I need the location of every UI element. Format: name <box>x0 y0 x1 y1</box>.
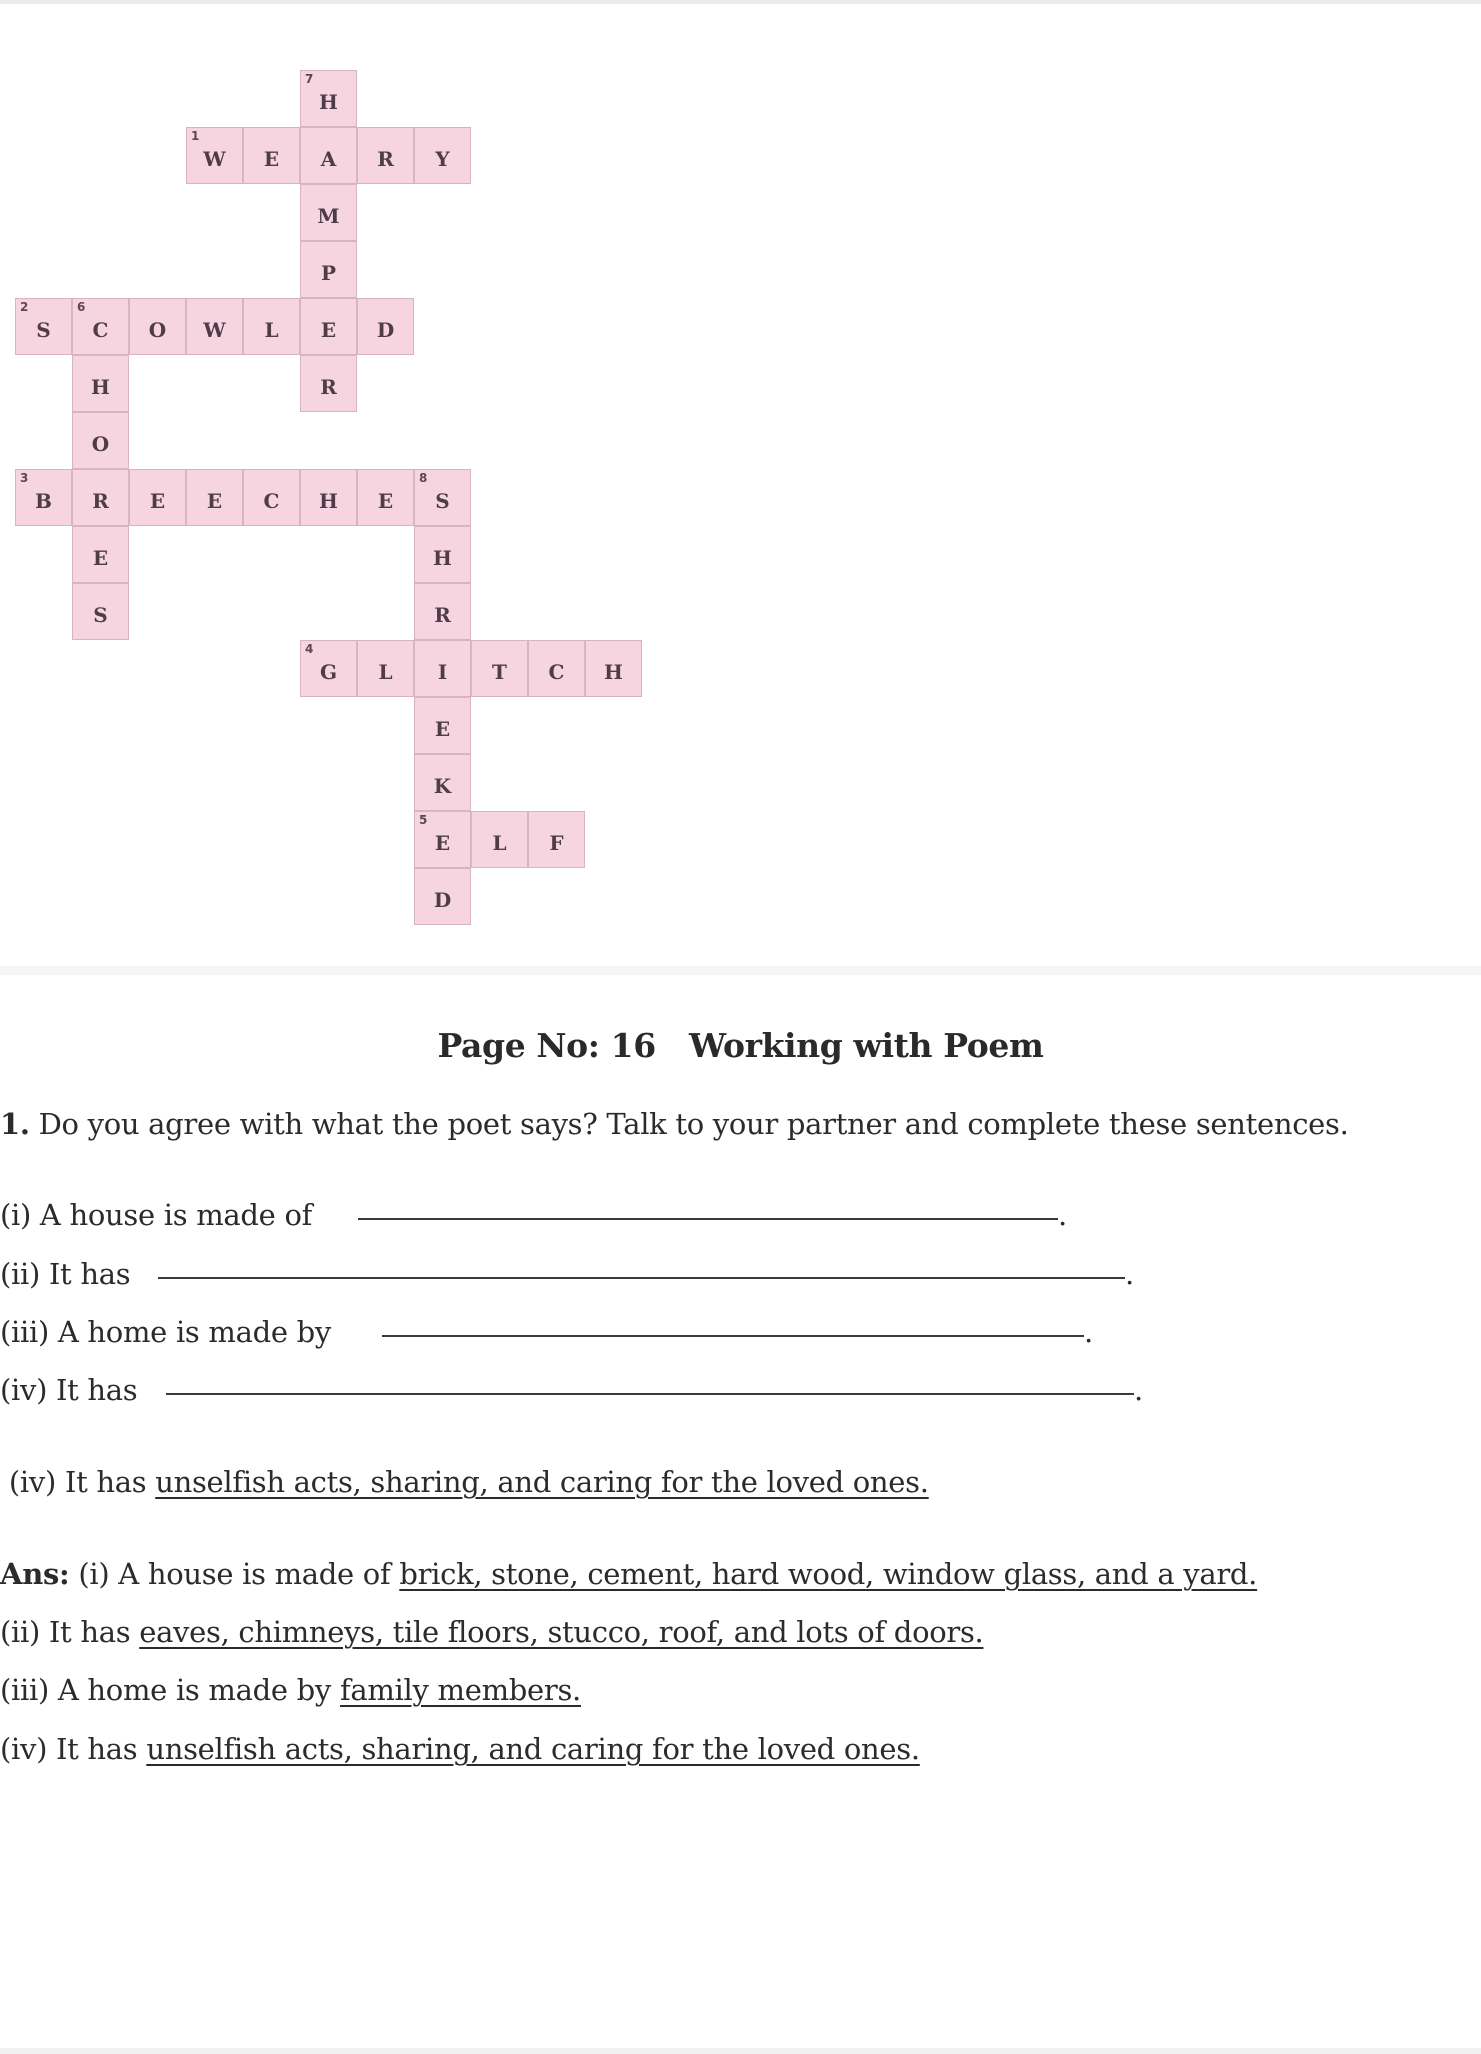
crossword-cell <box>72 355 129 412</box>
crossword-cell <box>414 583 471 640</box>
crossword-cell <box>528 811 585 868</box>
crossword-cell <box>72 526 129 583</box>
crossword-cell <box>129 298 186 355</box>
crossword-cell <box>300 70 357 127</box>
answer-ii-text: eaves, chimneys, tile floors, stucco, roof, and lots of doors. <box>139 1615 984 1649</box>
prompt-iii-period: . <box>1084 1315 1094 1349</box>
crossword-cell <box>72 583 129 640</box>
crossword-cell <box>186 469 243 526</box>
clue-number: 3 <box>20 471 29 485</box>
crossword-cell <box>129 469 186 526</box>
crossword-cell <box>300 241 357 298</box>
cell-letter: D <box>376 317 395 342</box>
prompt-iv-blank[interactable] <box>166 1393 1134 1395</box>
cell-letter: E <box>92 545 109 570</box>
stray-answer-iv <box>0 1464 929 1500</box>
crossword-cell <box>72 298 129 355</box>
cell-letter: H <box>604 659 623 684</box>
cell-letter: W <box>203 146 226 171</box>
cell-letter: E <box>263 146 280 171</box>
cell-letter: C <box>548 659 565 684</box>
crossword-cell <box>414 127 471 184</box>
cell-letter: M <box>317 203 340 228</box>
clue-number: 8 <box>419 471 428 485</box>
crossword-cell <box>357 298 414 355</box>
cell-letter: P <box>320 260 337 285</box>
question-number: 1. <box>0 1107 30 1141</box>
crossword-cell <box>186 298 243 355</box>
cell-letter: E <box>434 716 451 741</box>
clue-number: 7 <box>305 72 314 86</box>
clue-number: 2 <box>20 300 29 314</box>
crossword-cell <box>15 298 72 355</box>
crossword-cell <box>585 640 642 697</box>
cell-letter: A <box>320 146 337 171</box>
cell-letter: E <box>206 488 223 513</box>
answer-i-text: brick, stone, cement, hard wood, window glass, and a yard. <box>399 1557 1258 1591</box>
crossword-cell <box>414 640 471 697</box>
crossword-cell <box>72 412 129 469</box>
crossword-cell <box>357 127 414 184</box>
crossword-cell <box>300 184 357 241</box>
clue-number: 6 <box>77 300 86 314</box>
cell-letter: C <box>263 488 280 513</box>
bottom-edge <box>0 2048 1481 2054</box>
crossword-cell <box>15 469 72 526</box>
cell-letter: L <box>264 317 279 342</box>
prompt-ii-label: (ii) It has <box>0 1257 131 1291</box>
prompt-ii-blank[interactable] <box>158 1277 1125 1279</box>
crossword-cell <box>243 298 300 355</box>
cell-letter: E <box>377 488 394 513</box>
crossword-cell <box>414 811 471 868</box>
stray-answer-text: unselfish acts, sharing, and caring for the loved ones. <box>155 1465 929 1499</box>
cell-letter: E <box>434 830 451 855</box>
crossword-cell <box>357 640 414 697</box>
cell-letter: S <box>36 317 51 342</box>
prompt-i-blank[interactable] <box>358 1218 1058 1220</box>
cell-letter: E <box>149 488 166 513</box>
crossword-cell <box>300 127 357 184</box>
cell-letter: W <box>203 317 226 342</box>
cell-letter: H <box>319 89 338 114</box>
cell-letter: Y <box>435 146 450 171</box>
crossword-cell <box>414 697 471 754</box>
answer-ii-prefix: (ii) It has <box>0 1615 140 1649</box>
question-1 <box>0 1106 1349 1142</box>
cell-letter: S <box>93 602 108 627</box>
prompt-i-label: (i) A house is made of <box>0 1198 313 1232</box>
cell-letter: K <box>433 773 452 798</box>
crossword-cell <box>357 469 414 526</box>
crossword-cell <box>414 526 471 583</box>
answer-ii <box>0 1614 983 1650</box>
crossword-cell <box>471 811 528 868</box>
crossword-cell <box>186 127 243 184</box>
crossword-cell <box>300 355 357 412</box>
answer-iv-text: unselfish acts, sharing, and caring for the loved ones. <box>146 1732 920 1766</box>
cell-letter: C <box>92 317 109 342</box>
cell-letter: I <box>437 659 448 684</box>
cell-letter: O <box>91 431 110 456</box>
answer-i <box>0 1556 1257 1592</box>
answer-iv <box>0 1731 920 1767</box>
clue-number: 5 <box>419 813 428 827</box>
crossword-cell <box>414 469 471 526</box>
answer-label: Ans: <box>0 1557 70 1591</box>
crossword-cell <box>300 640 357 697</box>
crossword-cell <box>471 640 528 697</box>
clue-number: 4 <box>305 642 314 656</box>
crossword-cell <box>300 469 357 526</box>
prompt-i-period: . <box>1058 1198 1068 1232</box>
cell-letter: H <box>319 488 338 513</box>
prompt-iv-label: (iv) It has <box>0 1373 138 1407</box>
crossword-cell <box>243 469 300 526</box>
cell-letter: H <box>433 545 452 570</box>
answer-iii <box>0 1672 581 1708</box>
cell-letter: R <box>92 488 109 513</box>
prompt-iii-label: (iii) A home is made by <box>0 1315 332 1349</box>
cell-letter: D <box>433 887 452 912</box>
question-text: Do you agree with what the poet says? Talk to your partner and complete these sentences. <box>29 1107 1349 1141</box>
cell-letter: L <box>378 659 393 684</box>
crossword-grid <box>0 0 700 940</box>
crossword-cell <box>300 298 357 355</box>
cell-letter: E <box>320 317 337 342</box>
crossword-cell <box>414 754 471 811</box>
page-heading: Page No: 16 Working with Poem <box>437 1026 1044 1065</box>
crossword-cell <box>528 640 585 697</box>
answer-iii-text: family members. <box>339 1673 581 1707</box>
cell-letter: G <box>319 659 338 684</box>
crossword-cell <box>414 868 471 925</box>
prompt-iv-period: . <box>1134 1373 1144 1407</box>
cell-letter: H <box>91 374 110 399</box>
clue-number: 1 <box>191 129 200 143</box>
section-divider <box>0 966 1481 975</box>
cell-letter: R <box>377 146 394 171</box>
cell-letter: F <box>549 830 564 855</box>
cell-letter: R <box>320 374 337 399</box>
cell-letter: T <box>492 659 507 684</box>
answer-iii-prefix: (iii) A home is made by <box>0 1673 340 1707</box>
cell-letter: L <box>492 830 507 855</box>
answer-iv-prefix: (iv) It has <box>0 1732 147 1766</box>
crossword-cell <box>72 469 129 526</box>
crossword-cell <box>243 127 300 184</box>
cell-letter: B <box>35 488 52 513</box>
cell-letter: S <box>435 488 450 513</box>
answer-i-prefix: (i) A house is made of <box>69 1557 400 1591</box>
stray-answer-prefix: (iv) It has <box>0 1465 156 1499</box>
prompt-ii-period: . <box>1125 1257 1135 1291</box>
cell-letter: R <box>434 602 451 627</box>
prompt-iii-blank[interactable] <box>382 1335 1084 1337</box>
cell-letter: O <box>148 317 167 342</box>
